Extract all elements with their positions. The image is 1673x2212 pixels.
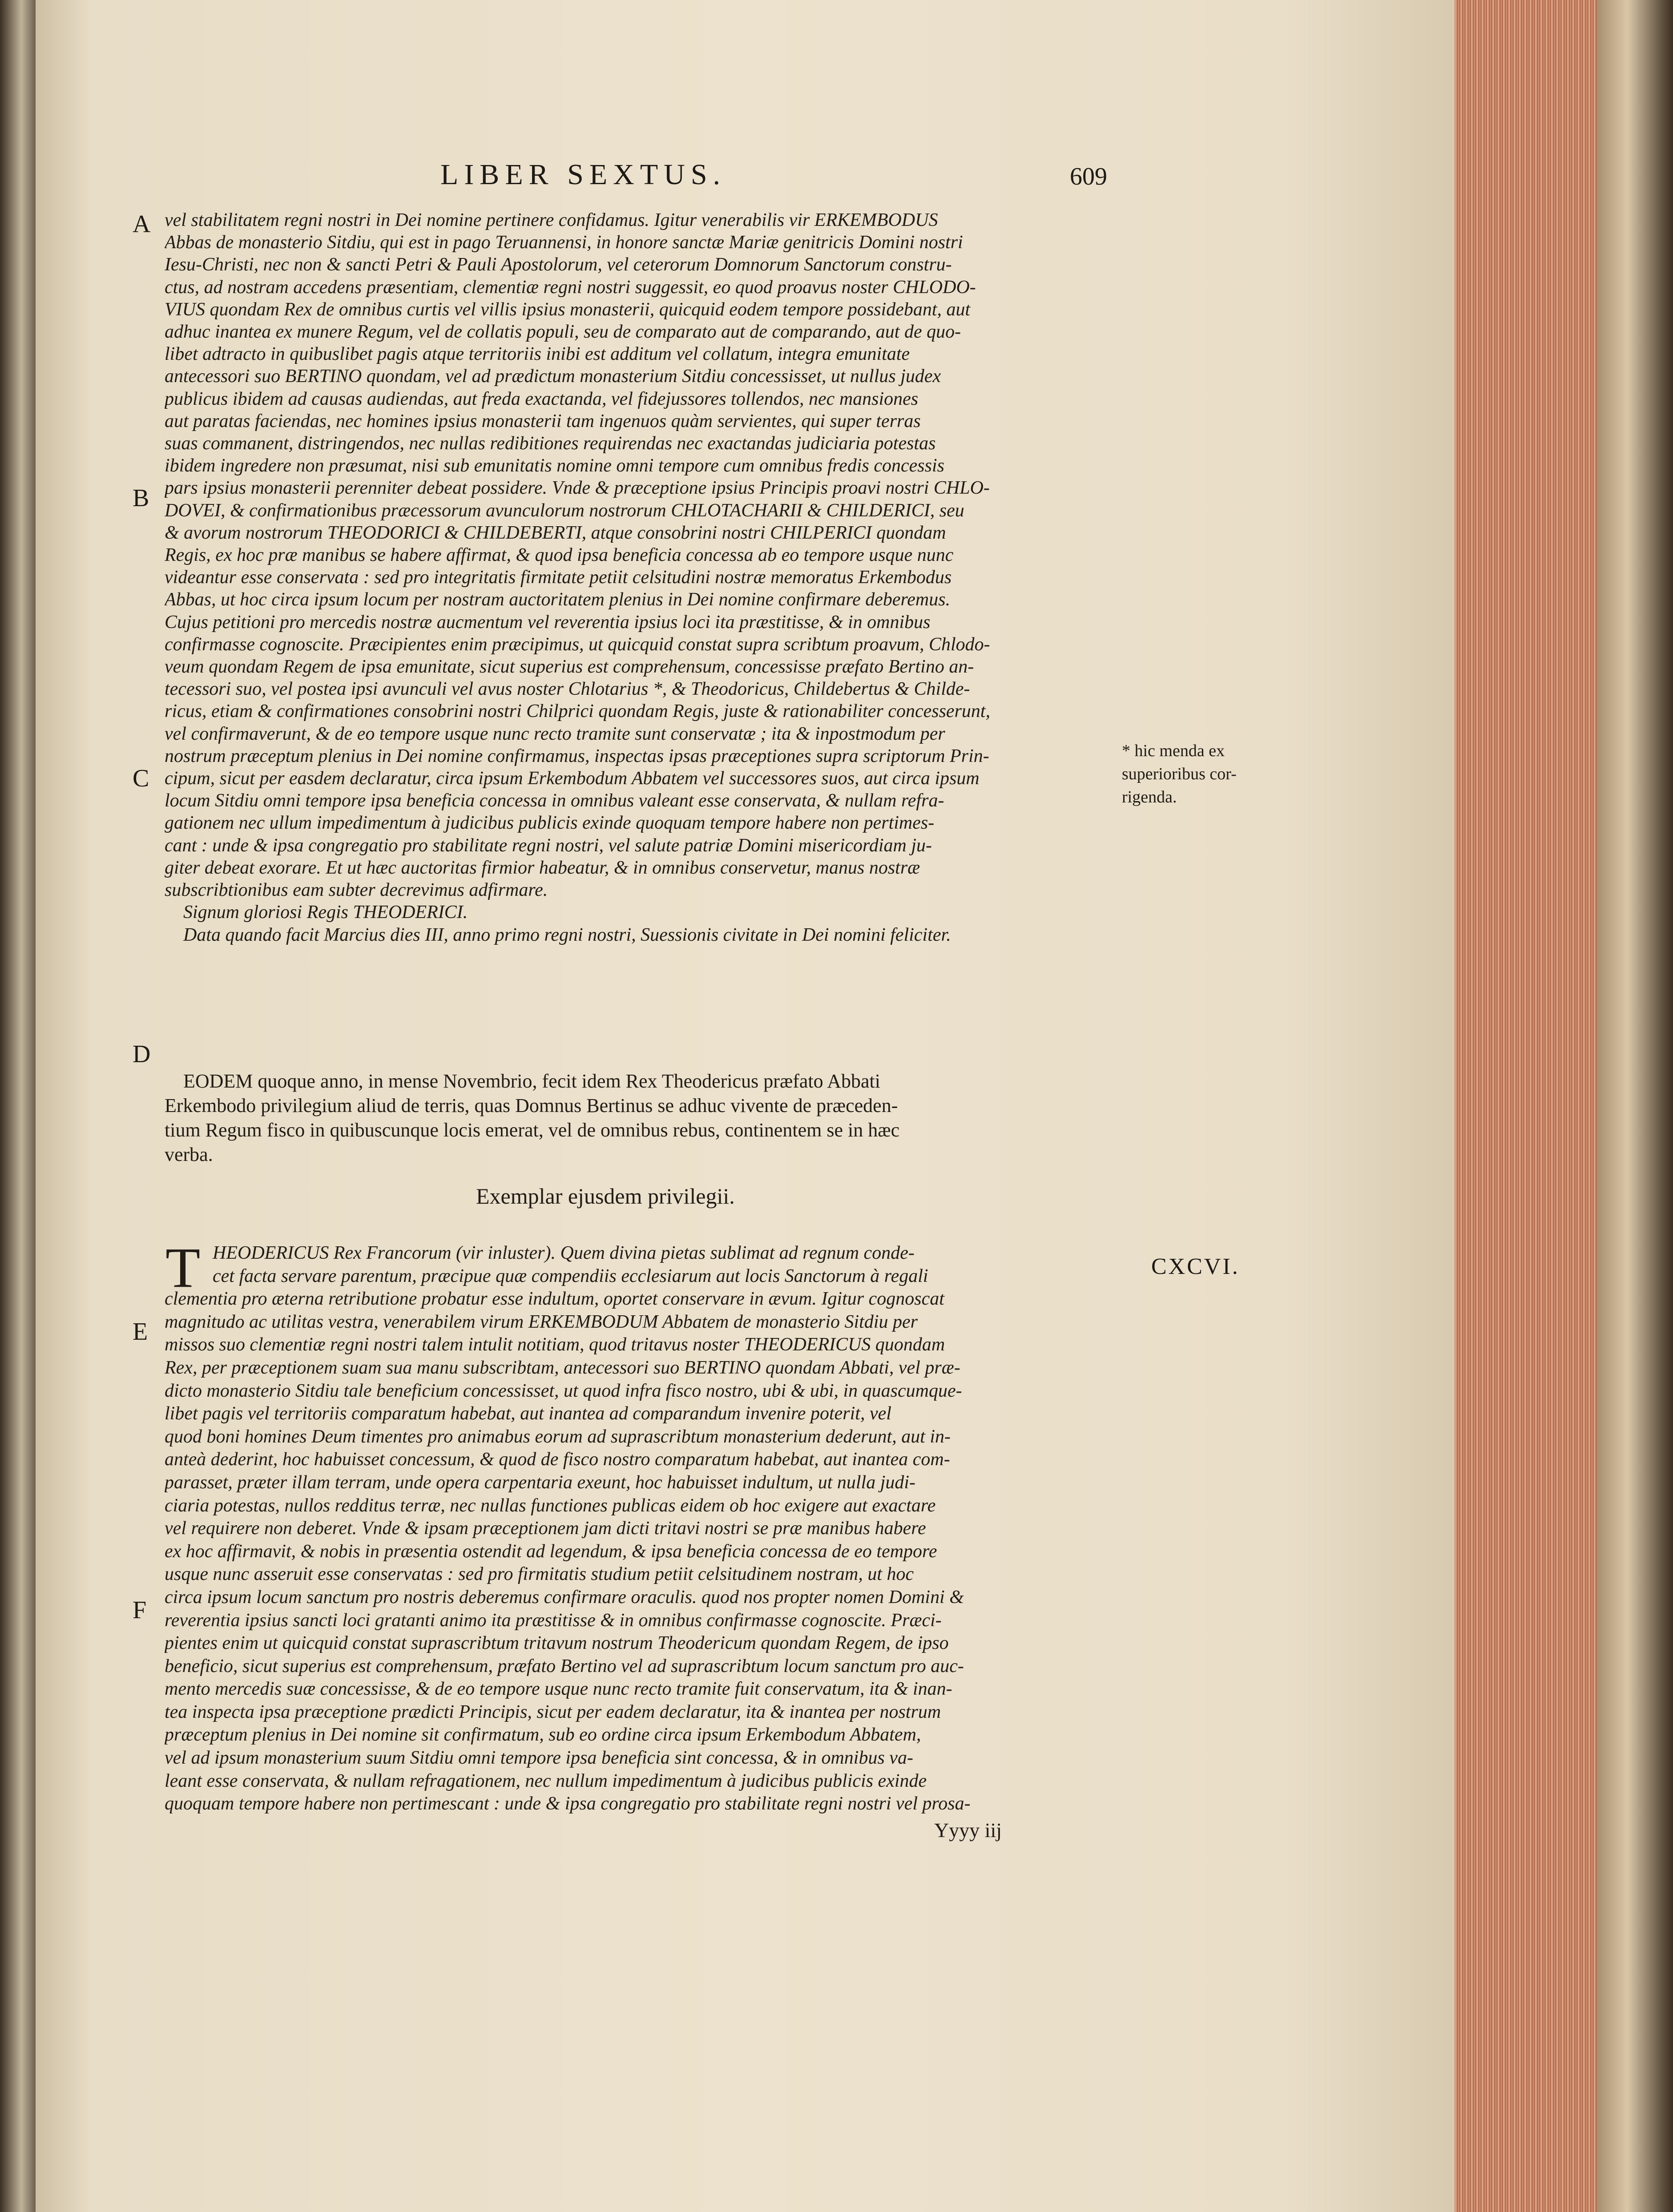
- text-line: locum Sitdiu omni tempore ipsa beneficia concessa in omnibus valeant esse conservata, & nullam refra-: [165, 790, 944, 811]
- text-line: Rex, per præceptionem suam sua manu subscribtam, antecessori suo BERTINO quondam Abbati, vel præ-: [165, 1357, 960, 1378]
- page-block-edge: [1455, 0, 1597, 2212]
- text-line: suas commanent, distringendos, nec nullas redibitiones requirendas nec exactandas judiciaria potestas: [165, 433, 936, 454]
- text-line: quod boni homines Deum timentes pro animabus eorum ad suprascribtum monasterium dederunt, aut in-: [165, 1426, 951, 1447]
- margin-letter-b: B: [133, 484, 149, 512]
- text-line: pars ipsius monasterii perenniter debeat possidere. Vnde & præceptione ipsius Principis proavi nostri CHLO-: [165, 478, 990, 499]
- text-line: parasset, præter illam terram, unde opera carpentaria exeunt, hoc habuisset indultum, ut nulla judi-: [165, 1472, 916, 1493]
- text-line: antecessori suo BERTINO quondam, vel ad prædictum monasterium Sitdiu concessisset, ut nullus judex: [165, 366, 941, 387]
- text-line: ricus, etiam & confirmationes consobrini nostri Chilprici quondam Regis, juste & rationabiliter concesserunt,: [165, 701, 991, 722]
- text-line: ex hoc affirmavit, & nobis in præsentia ostendit ad legendum, & ipsa beneficia concessa de eo tempore: [165, 1541, 937, 1562]
- text-line: circa ipsum locum sanctum pro nostris deberemus confirmare oraculis. quod nos propter nomen Domini &: [165, 1587, 964, 1608]
- text-line: vel requirere non deberet. Vnde & ipsam præceptionem jam dicti tritavi nostri se præ manibus habere: [165, 1518, 926, 1539]
- facing-page-edge: [0, 0, 36, 2212]
- text-line: Erkembodo privilegium aliud de terris, quas Domnus Bertinus se adhuc vivente de præceden-: [165, 1095, 898, 1116]
- text-line: publicus ibidem ad causas audiendas, aut freda exactanda, vel fidejussores tollendos, nec mansiones: [165, 388, 919, 409]
- roman-paragraph: [165, 1069, 1113, 1167]
- text-line: beneficio, sicut superius est comprehensum, præfato Bertino vel ad suprascribtum locum sanctum pro auc-: [165, 1656, 964, 1676]
- text-line: vel ad ipsum monasterium suum Sitdiu omni tempore ipsa beneficia sint concessa, & in omnibus va-: [165, 1748, 913, 1769]
- text-line: nostrum præceptum plenius in Dei nomine confirmamus, inspectas ipsas præceptiones supra scriptorum Prin-: [165, 745, 989, 766]
- binding-shadow: [1597, 0, 1673, 2212]
- text-line: Regis, ex hoc præ manibus se habere affirmat, & quod ipsa beneficia concessa ab eo tempore usque nunc: [165, 545, 954, 566]
- text-line: videantur esse conservata : sed pro integritatis firmitate petiit celsitudini nostræ memoratus Erkembodus: [165, 567, 952, 588]
- margin-letter-c: C: [133, 765, 149, 792]
- text-line: libet pagis vel territoriis comparatum habebat, aut inantea ad comparandum invenire poterit, vel: [165, 1403, 891, 1424]
- text-line: dicto monasterio Sitdiu tale beneficium concessisset, ut quod infra fisco nostro, ubi & ubi, in quascumque-: [165, 1380, 962, 1401]
- text-line: confirmasse cognoscite. Præcipientes enim præcipimus, ut quicquid constat supra scribtum proavum, Chlodo-: [165, 634, 990, 655]
- text-line: vel stabilitatem regni nostri in Dei nomine pertinere confidamus. Igitur venerabilis vir ERKEMBODUS: [165, 210, 938, 230]
- charter-text-block-1: [165, 209, 1113, 946]
- text-line: cant : unde & ipsa congregatio pro stabilitate regni nostri, vel salute patriæ Domini misericordiam ju-: [165, 835, 932, 856]
- text-line: ibidem ingredere non præsumat, nisi sub emunitatis nomine omni tempore cum omnibus fredis concessis: [165, 455, 944, 476]
- text-line: gationem nec ullum impedimentum à judicibus publicis exinde quoquam tempore habere non pertimes-: [165, 813, 935, 834]
- text-line: EODEM quoque anno, in mense Novembrio, fecit idem Rex Theodericus præfato Abbati: [183, 1070, 880, 1092]
- text-line: DOVEI, & confirmationibus præcessorum avunculorum nostrorum CHLOTACHARII & CHILDERICI, seu: [165, 500, 964, 521]
- charter-text-block-2: [165, 1236, 1113, 1816]
- text-line: missos suo clementiæ regni nostri talem intulit notitiam, quod tritavus noster THEODERICUS quondam: [165, 1334, 945, 1355]
- text-line: tium Regum fisco in quibuscunque locis emerat, vel de omnibus rebus, continentem se in hæc: [165, 1119, 900, 1141]
- text-line: adhuc inantea ex munere Regum, vel de collatis populi, seu de comparato aut de comparando, aut de quo-: [165, 322, 961, 342]
- page-number: 609: [1070, 163, 1107, 190]
- side-note-line: rigenda.: [1122, 788, 1177, 806]
- text-line: vel confirmaverunt, & de eo tempore usque nunc recto tramite sunt conservatæ ; ita & inpostmodum per: [165, 723, 945, 744]
- text-line: magnitudo ac utilitas vestra, venerabilem virum ERKEMBODUM Abbatem de monasterio Sitdiu per: [165, 1311, 918, 1332]
- text-line: giter debeat exorare. Et ut hæc auctoritas firmior habeatur, & in omnibus conservetur, manus nostræ: [165, 857, 920, 878]
- text-line: tea inspecta ipsa præceptione prædicti Principis, sicut per eadem declaratur, ita & inantea per nostrum: [165, 1701, 941, 1722]
- text-line: Iesu-Christi, nec non & sancti Petri & Pauli Apostolorum, vel ceterorum Domnorum Sanctorum constru-: [165, 254, 952, 275]
- text-line: libet adtracto in quibuslibet pagis atque territoriis inibi est additum vel collatum, integra emunitate: [165, 344, 910, 365]
- text-line: usque nunc asseruit esse conservatas : sed pro firmitatis studium petiit celsitudinem nostram, ut hoc: [165, 1564, 914, 1585]
- text-line: ciaria potestas, nullos redditus terræ, nec nullas functiones publicas eidem ob hoc exigere aut exactare: [165, 1495, 936, 1516]
- text-line: aut paratas faciendas, nec homines ipsius monasterii tam ingenuos quàm servientes, qui super terras: [165, 411, 921, 431]
- signature-mark: Yyyy iij: [934, 1819, 1002, 1841]
- text-line: anteà dederint, hoc habuisset concessum, & quod de fisco nostro comparatum habebat, aut inantea com-: [165, 1449, 950, 1470]
- drop-cap: T: [165, 1236, 201, 1299]
- text-line: VIUS quondam Rex de omnibus curtis vel villis ipsius monasterii, quicquid eodem tempore possidebant, aut: [165, 299, 971, 320]
- text-line: clementia pro æterna retributione probatur esse indultum, oportet conservare in ævum. Igitur cognoscat: [165, 1289, 944, 1309]
- text-line: mento mercedis suæ concessisse, & de eo tempore usque nunc recto tramite fuit conservatum, ita & inan-: [165, 1679, 952, 1700]
- text-line: cipum, sicut per easdem declaratur, circa ipsum Erkembodum Abbatem vel successores suos, aut circa ipsum: [165, 768, 980, 789]
- margin-letter-e: E: [133, 1318, 148, 1346]
- text-line: tecessori suo, vel postea ipsi avunculi vel avus noster Chlotarius *, & Theodoricus, Childebertus & Childe-: [165, 679, 970, 700]
- data-line: Data quando facit Marcius dies III, anno primo regni nostri, Suessionis civitate in Dei nomini feliciter.: [183, 924, 951, 945]
- text-line: verba.: [165, 1144, 213, 1165]
- running-head: LIBER SEXTUS.: [440, 158, 726, 191]
- text-line: HEODERICUS Rex Francorum (vir inluster). Quem divina pietas sublimat ad regnum conde-: [213, 1243, 915, 1263]
- text-line: leant esse conservata, & nullam refragationem, nec nullum impedimentum à judicibus publicis exinde: [165, 1770, 927, 1791]
- text-line: pientes enim ut quicquid constat suprascribtum tritavum nostrum Theodericum quondam Regem, de ipso: [165, 1633, 949, 1654]
- side-note-line: superioribus cor-: [1122, 765, 1237, 783]
- text-line: subscribtionibus eam subter decrevimus adfirmare.: [165, 880, 548, 901]
- text-line: veum quondam Regem de ipsa emunitate, sicut superius est comprehensum, concessisse præfato Bertino an-: [165, 657, 974, 677]
- text-line: præceptum plenius in Dei nomine sit confirmatum, sub eo ordine circa ipsum Erkembodum Abbatem,: [165, 1724, 921, 1745]
- section-heading: Exemplar ejusdem privilegii.: [476, 1184, 735, 1209]
- side-note-line: * hic menda ex: [1122, 741, 1225, 760]
- text-line: quoquam tempore habere non pertimescant : unde & ipsa congregatio pro stabilitate regni nostri vel prosa-: [165, 1793, 971, 1814]
- text-line: & avorum nostrorum THEODORICI & CHILDEBERTI, atque consobrini nostri CHILPERICI quondam: [165, 522, 946, 543]
- charter-number: CXCVI.: [1151, 1254, 1240, 1279]
- text-line: reverentia ipsius sancti loci gratanti animo ita præstitisse & in omnibus confirmasse cognoscite. Præci-: [165, 1610, 942, 1631]
- margin-letter-a: A: [133, 210, 151, 238]
- side-note: [1122, 739, 1269, 819]
- text-line: Cujus petitioni pro mercedis nostræ aucmentum vel reverentia ipsius loci ita præstitisse, & in omnibus: [165, 612, 931, 633]
- text-line: ctus, ad nostram accedens præsentiam, clementiæ regni nostri suggessit, eo quod proavus noster CHLODO-: [165, 277, 976, 298]
- margin-letter-d: D: [133, 1040, 151, 1068]
- text-line: Abbas de monasterio Sitdiu, qui est in pago Teruannensi, in honore sanctæ Mariæ genitricis Domini nostri: [165, 232, 963, 253]
- signum-line: Signum gloriosi Regis THEODERICI.: [183, 902, 468, 923]
- text-line: cet facta servare parentum, præcipue quæ compendiis ecclesiarum aut locis Sanctorum à regali: [213, 1265, 928, 1286]
- text-line: Abbas, ut hoc circa ipsum locum per nostram auctoritatem plenius in Dei nomine confirmare deberemus.: [165, 589, 951, 610]
- margin-letter-f: F: [133, 1596, 147, 1624]
